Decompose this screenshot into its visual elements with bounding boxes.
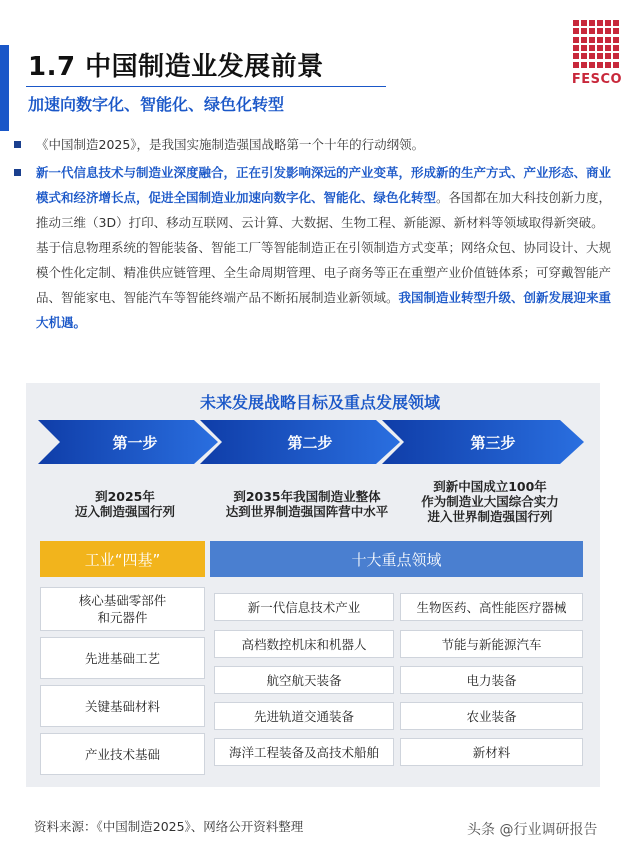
ten-fields-item-8: 电力装备: [400, 666, 583, 694]
page-subtitle: 加速向数字化、智能化、绿色化转型: [28, 95, 285, 114]
four-bases-item-3: 关键基础材料: [40, 685, 205, 727]
bullet-text: 《中国制造2025》，是我国实施制造强国战略第一个十年的行动纲领。: [36, 137, 425, 152]
source-note: 资料来源：《中国制造2025》、网络公开资料整理: [34, 819, 304, 834]
bullet-body: 。各国都在加大科技创新力度，推动三维（3D）打印、移动互联网、云计算、大数据、生物工程、新能源、新材料等领域取得新突破。基于信息物理系统的智能装备、智能工厂等智能制造正在引领制造方式变革；网络众包、协同设计、大规模个性化定制、精准供应链管理、全生命周期管理、电子商务等正在重塑产业价值链体系；可穿戴智能产品、智能家电、智能汽车等智能终端产品不断拓展制造业新领域。: [36, 190, 612, 305]
bullet-item-2: [14, 160, 614, 335]
panel-title: 未来发展战略目标及重点发展领域: [199, 393, 440, 412]
four-bases-item-4: 产业技术基础: [40, 733, 205, 775]
bullet-text: [14, 160, 614, 335]
ten-fields-header: 十大重点领域: [210, 541, 583, 577]
watermark: 头条 @行业调研报告: [467, 822, 598, 838]
title-divider: [26, 86, 386, 87]
step-3-label: 第三步: [470, 434, 516, 452]
goal-step-2: 到2035年我国制造业整体 达到世界制造强国阵营中水平: [225, 489, 389, 519]
bullet-square-icon: [14, 169, 21, 176]
bullet-highlight-1: 新一代信息技术与制造业深度融合，正在引发影响深远的产业变革，形成新的生产方式、产业形态、商业模式和经济增长点，促进全国制造业加速向数字化、智能化、绿色化转型: [36, 165, 612, 205]
ten-fields-item-5: 海洋工程装备及高技术船舶: [214, 738, 394, 766]
ten-fields-item-1: 新一代信息技术产业: [214, 593, 394, 621]
four-bases-header: 工业“四基”: [40, 541, 205, 577]
fesco-logo: [569, 20, 625, 90]
ten-fields-item-9: 农业装备: [400, 702, 583, 730]
ten-fields-item-6: 生物医药、高性能医疗器械: [400, 593, 583, 621]
goal-step-1: 到2025年 迈入制造强国行列: [74, 489, 175, 519]
bullet-highlight-2: 我国制造业转型升级、创新发展迎来重大机遇。: [36, 290, 612, 330]
goal-step-3: 到新中国成立100年 作为制造业大国综合实力 进入世界制造强国行列: [421, 479, 559, 524]
ten-fields-item-3: 航空航天装备: [214, 666, 394, 694]
ten-fields-item-10: 新材料: [400, 738, 583, 766]
page-title: 1.7 中国制造业发展前景: [28, 52, 324, 82]
title-accent-bar: [0, 45, 9, 131]
four-bases-item-2: 先进基础工艺: [40, 637, 205, 679]
ten-fields-item-2: 高档数控机床和机器人: [214, 630, 394, 658]
step-2-label: 第二步: [287, 434, 333, 452]
ten-fields-item-7: 节能与新能源汽车: [400, 630, 583, 658]
four-bases-item-1: 核心基础零部件 和元器件: [40, 587, 205, 631]
ten-fields-item-4: 先进轨道交通装备: [214, 702, 394, 730]
logo-dot-grid-icon: [573, 20, 621, 68]
step-1-label: 第一步: [112, 434, 158, 452]
logo-text: FESCO: [571, 72, 623, 87]
bullet-item-1: [14, 132, 614, 157]
bullet-square-icon: [14, 141, 21, 148]
